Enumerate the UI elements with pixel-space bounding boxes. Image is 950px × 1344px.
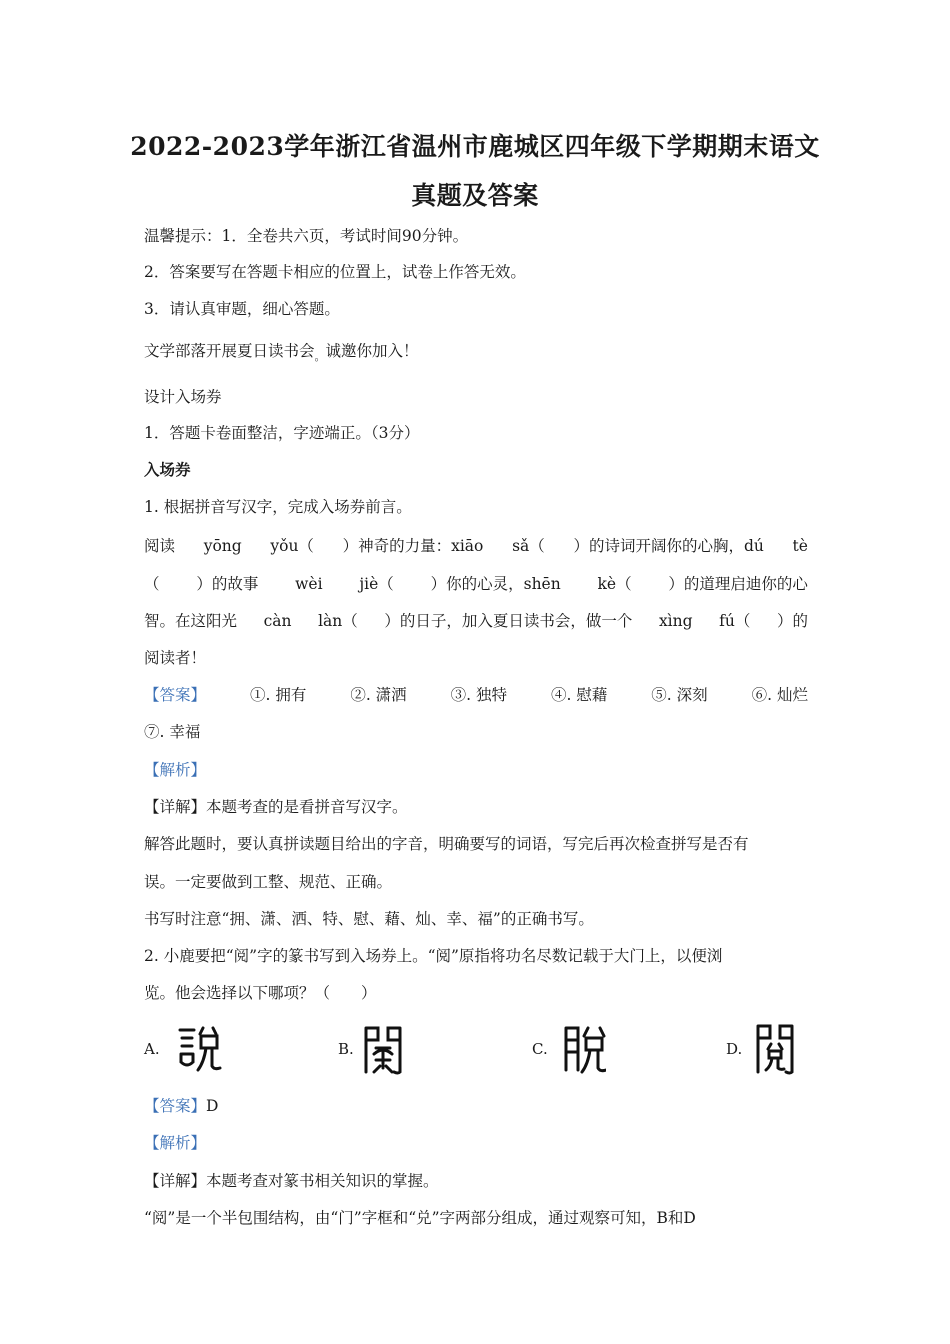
passage-seg: sǎ（: [512, 537, 545, 555]
q1-detail: 【详解】本题考查的是看拼音写汉字。: [144, 798, 408, 816]
q2-options: [144, 1018, 808, 1080]
answer-item: ④. 慰藉: [550, 686, 608, 704]
q2-analysis-label: 【解析】: [144, 1134, 207, 1152]
option-letter: D.: [726, 1040, 743, 1058]
intro-before: 文学部落开展夏日读书会: [144, 342, 315, 360]
passage-seg: ）你的心灵，shēn: [430, 575, 561, 593]
option-letter: B.: [338, 1040, 354, 1058]
passage-seg: ）的: [776, 612, 808, 630]
q2-prompt-line-1: 2. 小鹿要把“阅”字的篆书写到入场券上。“阅”原指将功名尽数记载于大门上，以便浏: [144, 947, 723, 965]
section-design-heading: 设计入场券: [144, 388, 222, 406]
passage-seg: ）的故事: [196, 575, 259, 593]
seal-script-c-icon: [560, 1022, 606, 1076]
answer-item: ⑥. 灿烂: [751, 686, 808, 704]
passage-seg: 智。在这阳光: [144, 612, 238, 630]
intro-line: [144, 341, 808, 367]
passage-seg: càn: [263, 612, 292, 630]
intro-after: 诚邀你加入！: [325, 342, 419, 360]
passage-seg: ）的诗词开阔你的心胸，dú: [573, 537, 764, 555]
passage-seg: ）的日子，加入夏日读书会，做一个: [384, 612, 633, 630]
passage-seg: yǒu（: [270, 537, 314, 555]
tip-line-2: 2．答案要写在答题卡相应的位置上，试卷上作答无效。: [144, 263, 526, 281]
passage-seg: jiè（: [359, 575, 394, 593]
q1-analysis-label: 【解析】: [144, 761, 207, 779]
seal-script-b-icon: [360, 1022, 406, 1076]
q1-answer-last: ⑦. 幸福: [144, 723, 201, 741]
q1-detail-line-1: 解答此题时，要认真拼读题目给出的字音，明确要写的词语，写完后再次检查拼写是否有: [144, 835, 749, 853]
section-ticket-heading: 入场券: [144, 460, 191, 479]
q2-detail-line: “阅”是一个半包围结构，由“门”字框和“兑”字两部分组成，通过观察可知，B和D: [144, 1209, 696, 1227]
document-title-line2: 真题及答案: [411, 181, 539, 210]
q1-passage-line-2: [144, 574, 808, 594]
answer-item: ③. 独特: [450, 686, 507, 704]
passage-seg: fú（: [719, 612, 751, 630]
q1-passage-line-3: [144, 611, 808, 631]
q1-note: 1．答题卡卷面整洁，字迹端正。（3分）: [144, 424, 420, 442]
passage-seg: xìng: [658, 612, 693, 630]
passage-seg: （: [144, 575, 160, 593]
tip-line-3: 3．请认真审题，细心答题。: [144, 300, 340, 318]
q1-detail-line-2: 误。一定要做到工整、规范、正确。: [144, 873, 393, 891]
passage-seg: wèi: [295, 575, 323, 593]
tip-line-1: 温馨提示：1．全卷共六页，考试时间90分钟。: [144, 227, 469, 245]
answer-item: ⑤. 深刻: [651, 686, 708, 704]
passage-seg: yōng: [203, 537, 242, 555]
intro-mark: 。: [314, 350, 326, 363]
q1-passage-line-4: 阅读者！: [144, 649, 207, 667]
q1-answer-line: [144, 685, 808, 705]
q2-detail: 【详解】本题考查对篆书相关知识的掌握。: [144, 1172, 439, 1190]
q2-answer-line: [144, 1096, 808, 1116]
seal-script-d-icon: [752, 1022, 798, 1076]
answer-label: 【答案】: [144, 686, 207, 704]
passage-seg: 阅读: [144, 537, 176, 555]
q1-detail-line-3: 书写时注意“拥、潇、洒、特、慰、藉、灿、幸、福”的正确书写。: [144, 910, 594, 928]
passage-seg: ）神奇的力量：xiāo: [342, 537, 484, 555]
q1-prompt: 1. 根据拼音写汉字，完成入场券前言。: [144, 498, 412, 516]
q1-passage-line-1: [144, 536, 808, 556]
passage-seg: ）的道理启迪你的心: [668, 575, 808, 593]
document-title-line1: 2022-2023学年浙江省温州市鹿城区四年级下学期期末语文: [130, 132, 820, 161]
q2-answer-value: D: [206, 1097, 219, 1115]
passage-seg: tè: [792, 537, 808, 555]
answer-item: ①. 拥有: [249, 686, 307, 704]
option-letter: C.: [532, 1040, 548, 1058]
answer-label: 【答案】: [144, 1097, 207, 1115]
passage-seg: kè（: [597, 575, 632, 593]
seal-script-a-icon: [176, 1022, 222, 1076]
option-letter: A.: [144, 1040, 160, 1058]
q2-prompt-line-2: 览。他会选择以下哪项？（ ）: [144, 984, 377, 1002]
answer-item: ②. 潇洒: [350, 686, 407, 704]
passage-seg: làn（: [318, 612, 358, 630]
